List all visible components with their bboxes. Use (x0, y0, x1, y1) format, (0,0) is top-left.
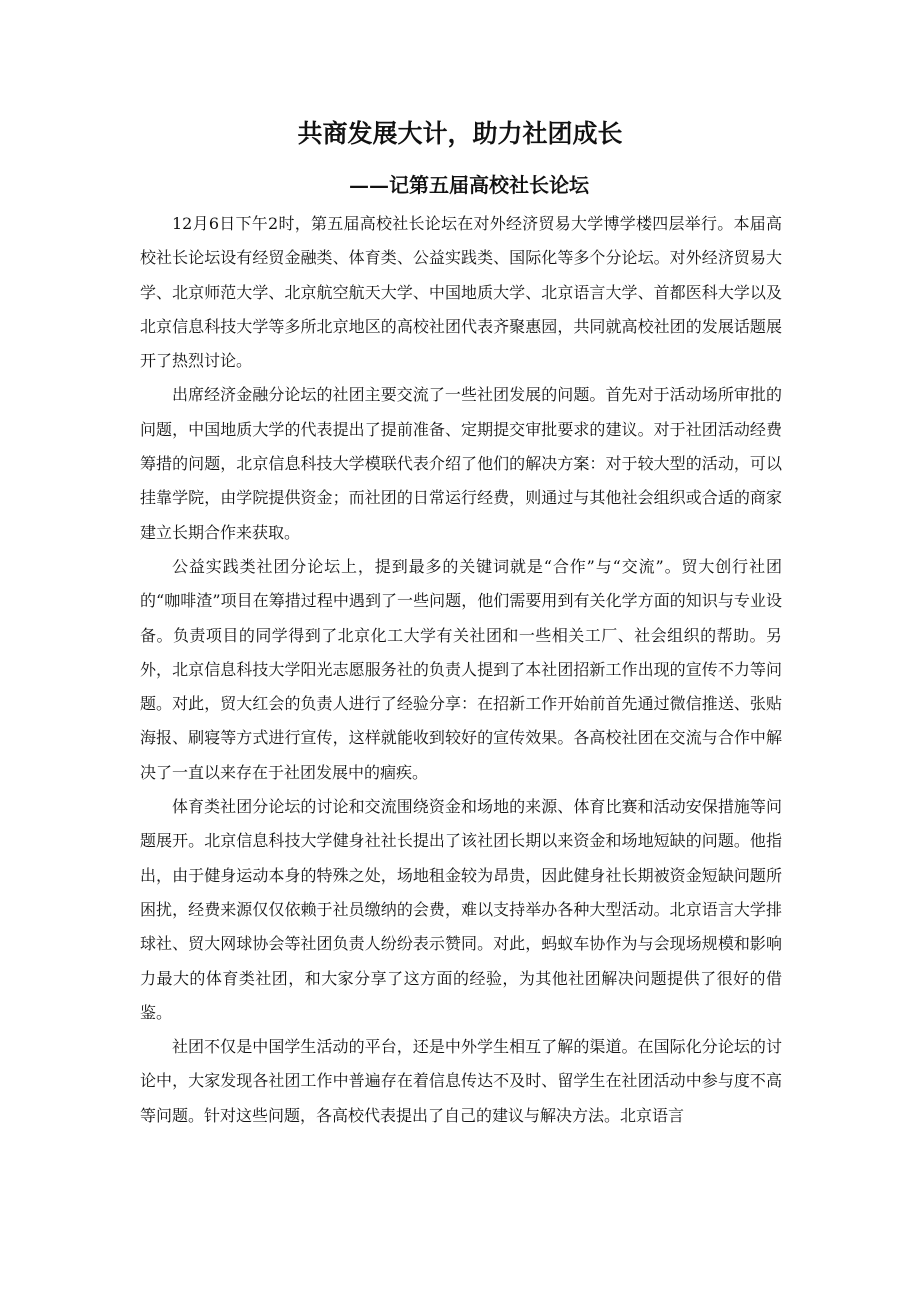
document-subtitle: ——记第五届高校社长论坛 (349, 173, 589, 197)
paragraph-5: 社团不仅是中国学生活动的平台，还是中外学生相互了解的渠道。在国际化分论坛的讨论中，大家发现各社团工作中普遍存在着信息传达不及时、留学生在社团活动中参与度不高等问题。针对这些问题，各高校代表提出了自己的建议与解决方法。北京语言 (140, 1037, 782, 1125)
paragraph-3: 公益实践类社团分论坛上，提到最多的关键词就是“合作”与“交流”。贸大创行社团的“咖啡渣”项目在筹措过程中遇到了一些问题，他们需要用到有关化学方面的知识与专业设备。负责项目的同学得到了北京化工大学有关社团和一些相关工厂、社会组织的帮助。另外，北京信息科技大学阳光志愿服务社的负责人提到了本社团招新工作出现的宣传不力等问题。对此，贸大红会的负责人进行了经验分享：在招新工作开始前首先通过微信推送、张贴海报、刷寝等方式进行宣传，这样就能收到较好的宣传效果。各高校社团在交流与合作中解决了一直以来存在于社团发展中的痼疾。 (140, 556, 782, 782)
document-title: 共商发展大计，助力社团成长 (297, 119, 623, 148)
paragraph-4: 体育类社团分论坛的讨论和交流围绕资金和场地的来源、体育比赛和活动安保措施等问题展开。北京信息科技大学健身社社长提出了该社团长期以来资金和场地短缺的问题。他指出，由于健身运动本身的特殊之处，场地租金较为昂贵，因此健身社长期被资金短缺问题所困扰，经费来源仅仅依赖于社员缴纳的会费，难以支持举办各种大型活动。北京语言大学排球社、贸大网球协会等社团负责人纷纷表示赞同。对此，蚂蚁车协作为与会现场规模和影响力最大的体育类社团，和大家分享了这方面的经验，为其他社团解决问题提供了很好的借鉴。 (140, 797, 782, 1022)
document-body (140, 207, 782, 1133)
paragraph-1: 12月6日下午2时，第五届高校社长论坛在对外经济贸易大学博学楼四层举行。本届高校社长论坛设有经贸金融类、体育类、公益实践类、国际化等多个分论坛。对外经济贸易大学、北京师范大学、北京航空航天大学、中国地质大学、北京语言大学、首都医科大学以及北京信息科技大学等多所北京地区的高校社团代表齐聚惠园，共同就高校社团的发展话题展开了热烈讨论。 (140, 214, 782, 371)
paragraph-2: 出席经济金融分论坛的社团主要交流了一些社团发展的问题。首先对于活动场所审批的问题，中国地质大学的代表提出了提前准备、定期提交审批要求的建议。对于社团活动经费筹措的问题，北京信息科技大学模联代表介绍了他们的解决方案：对于较大型的活动，可以挂靠学院，由学院提供资金；而社团的日常运行经费，则通过与其他社会组织或合适的商家建立长期合作来获取。 (140, 385, 782, 542)
